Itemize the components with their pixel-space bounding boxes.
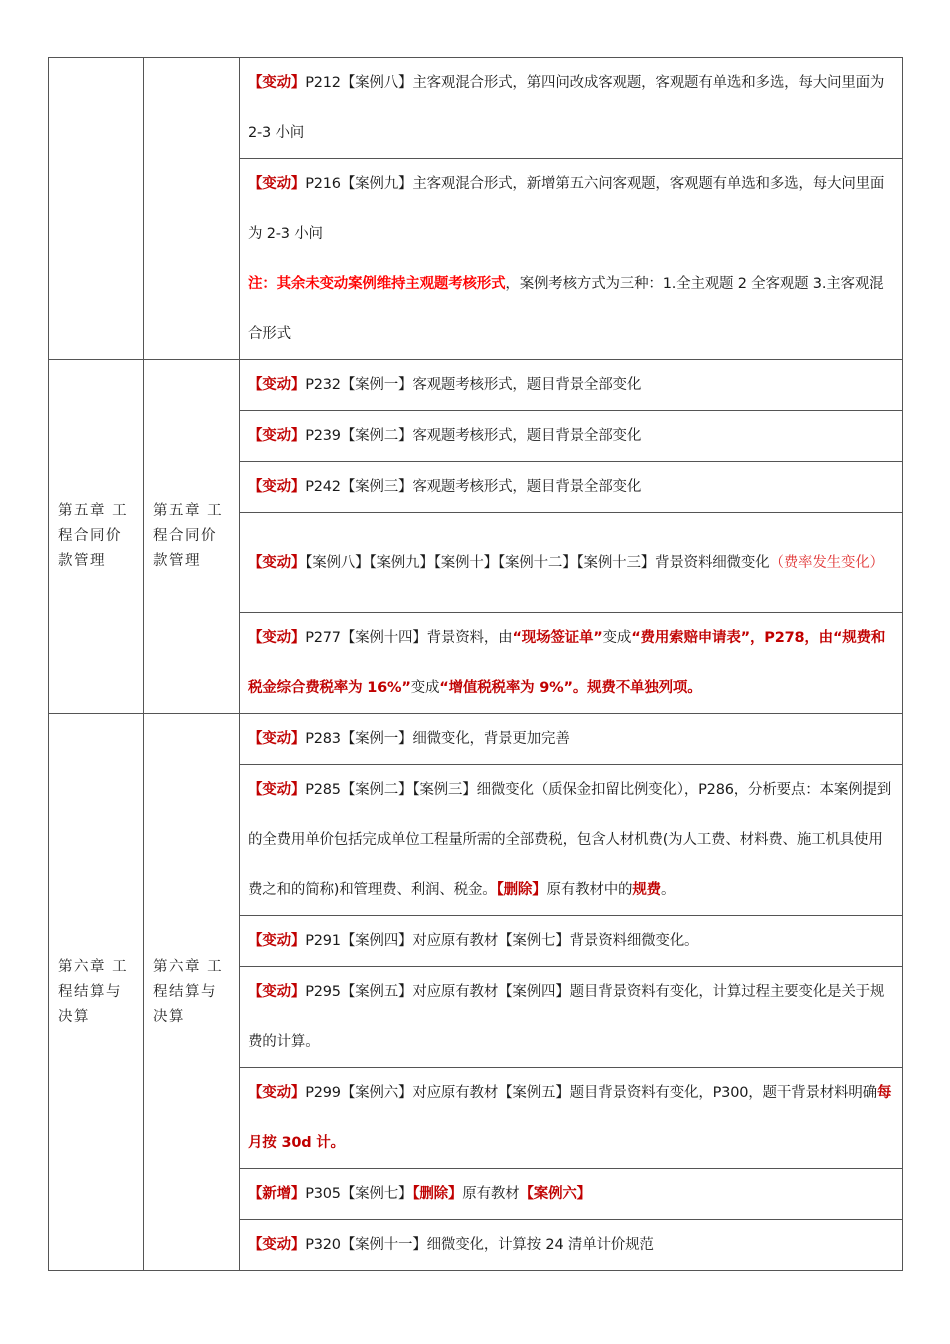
change-text: 【案例八】【案例九】【案例十】【案例十二】【案例十三】背景资料细微变化 (305, 554, 770, 571)
change-tag: 【变动】 (248, 377, 306, 393)
change-tag: 【变动】 (248, 1237, 306, 1253)
chapter-cell-col1: 第六章 工程结算与决算 (49, 714, 144, 1271)
change-text: P283【案例一】细微变化，背景更加完善 (305, 731, 570, 747)
table-row (49, 360, 903, 411)
change-cell (240, 462, 903, 513)
change-text: P242【案例三】客观题考核形式，题目背景全部变化 (305, 479, 642, 495)
highlight-text: 规费 (632, 882, 661, 898)
chapter-cell-col2: 第六章 工程结算与决算 (144, 714, 240, 1271)
chapter-cell-col1: 第五章 工程合同价款管理 (49, 360, 144, 714)
highlight-text: “现场签证单” (512, 630, 603, 646)
chapter-cell-col2 (144, 58, 240, 360)
change-tag: 【变动】 (248, 176, 306, 192)
change-text: 原有教材中的 (546, 882, 633, 898)
change-cell (240, 411, 903, 462)
change-cell (240, 159, 903, 360)
change-tag: 【变动】 (248, 1085, 306, 1101)
rate-change-note: （费率发生变化） (769, 554, 884, 571)
note-highlight: 注：其余未变动案例维持主观题考核形式 (248, 276, 506, 292)
change-cell (240, 1068, 903, 1169)
change-tag: 【变动】 (248, 782, 306, 798)
change-tag: 【变动】 (248, 731, 306, 747)
change-cell (240, 613, 903, 714)
change-text: P277【案例十四】背景资料，由 (305, 630, 513, 646)
change-text: P299【案例六】对应原有教材【案例五】题目背景资料有变化，P300，题干背景材料明确 (305, 1085, 877, 1101)
change-text: P232【案例一】客观题考核形式，题目背景全部变化 (305, 377, 642, 393)
change-cell (240, 1220, 903, 1271)
change-cell (240, 967, 903, 1068)
change-cell (240, 714, 903, 765)
change-text: P305【案例七】 (305, 1186, 413, 1202)
change-text: P212【案例八】主客观混合形式，第四问改成客观题，客观题有单选和多选，每大问里面为 2-3 小问 (248, 75, 885, 141)
change-text: P285【案例二】【案例三】细微变化（质保金扣留比例变化），P286，分析要点：本案例提到的全费用单价包括完成单位工程量所需的全部费税，包含人材机费(为人工费、材料费、施工机具使用费之和的简称)和管理费、利润、税金。 (248, 782, 892, 898)
new-tag: 【新增】 (248, 1186, 306, 1202)
highlight-text: 每月按 30d 计。 (248, 1085, 892, 1151)
highlight-text: “费用索赔申请表”，P278，由“规费和税金综合费税率为 16%” (248, 630, 886, 696)
change-cell (240, 1169, 903, 1220)
change-cell (240, 360, 903, 411)
delete-tag: 【删除】 (496, 882, 547, 898)
chapter-cell-col1 (49, 58, 144, 360)
table-row (49, 58, 903, 159)
change-cell (240, 513, 903, 613)
change-text: 变成 (602, 630, 632, 646)
change-tag: 【变动】 (248, 479, 306, 495)
change-tag: 【变动】 (248, 554, 306, 571)
change-tag: 【变动】 (248, 428, 306, 444)
change-tag: 【变动】 (248, 630, 306, 646)
table-row (49, 714, 903, 765)
change-cell (240, 916, 903, 967)
change-text: 变成 (410, 680, 440, 696)
change-text: P216【案例九】主客观混合形式，新增第五六问客观题，客观题有单选和多选，每大问里面为 2-3 小问 (248, 176, 885, 242)
change-text: 原有教材 (462, 1186, 520, 1202)
delete-tag: 【删除】 (412, 1186, 463, 1202)
change-tag: 【变动】 (248, 933, 306, 949)
change-text: P239【案例二】客观题考核形式，题目背景全部变化 (305, 428, 642, 444)
change-cell (240, 765, 903, 916)
highlight-text: 【案例六】 (519, 1186, 591, 1202)
change-text: 。 (660, 882, 676, 898)
change-tag: 【变动】 (248, 75, 306, 91)
changes-table (48, 57, 903, 1271)
change-text: P320【案例十一】细微变化，计算按 24 清单计价规范 (305, 1237, 654, 1253)
change-cell (240, 58, 903, 159)
change-tag: 【变动】 (248, 984, 306, 1000)
highlight-text: “增值税税率为 9%”。规费不单独列项。 (439, 680, 702, 696)
chapter-cell-col2: 第五章 工程合同价款管理 (144, 360, 240, 714)
note-text: ，案例考核方式为三种：1.全主观题 2 全客观题 3.主客观混合形式 (248, 276, 884, 342)
change-text: P291【案例四】对应原有教材【案例七】背景资料细微变化。 (305, 933, 699, 949)
change-text: P295【案例五】对应原有教材【案例四】题目背景资料有变化，计算过程主要变化是关于规费的计算。 (248, 984, 885, 1050)
